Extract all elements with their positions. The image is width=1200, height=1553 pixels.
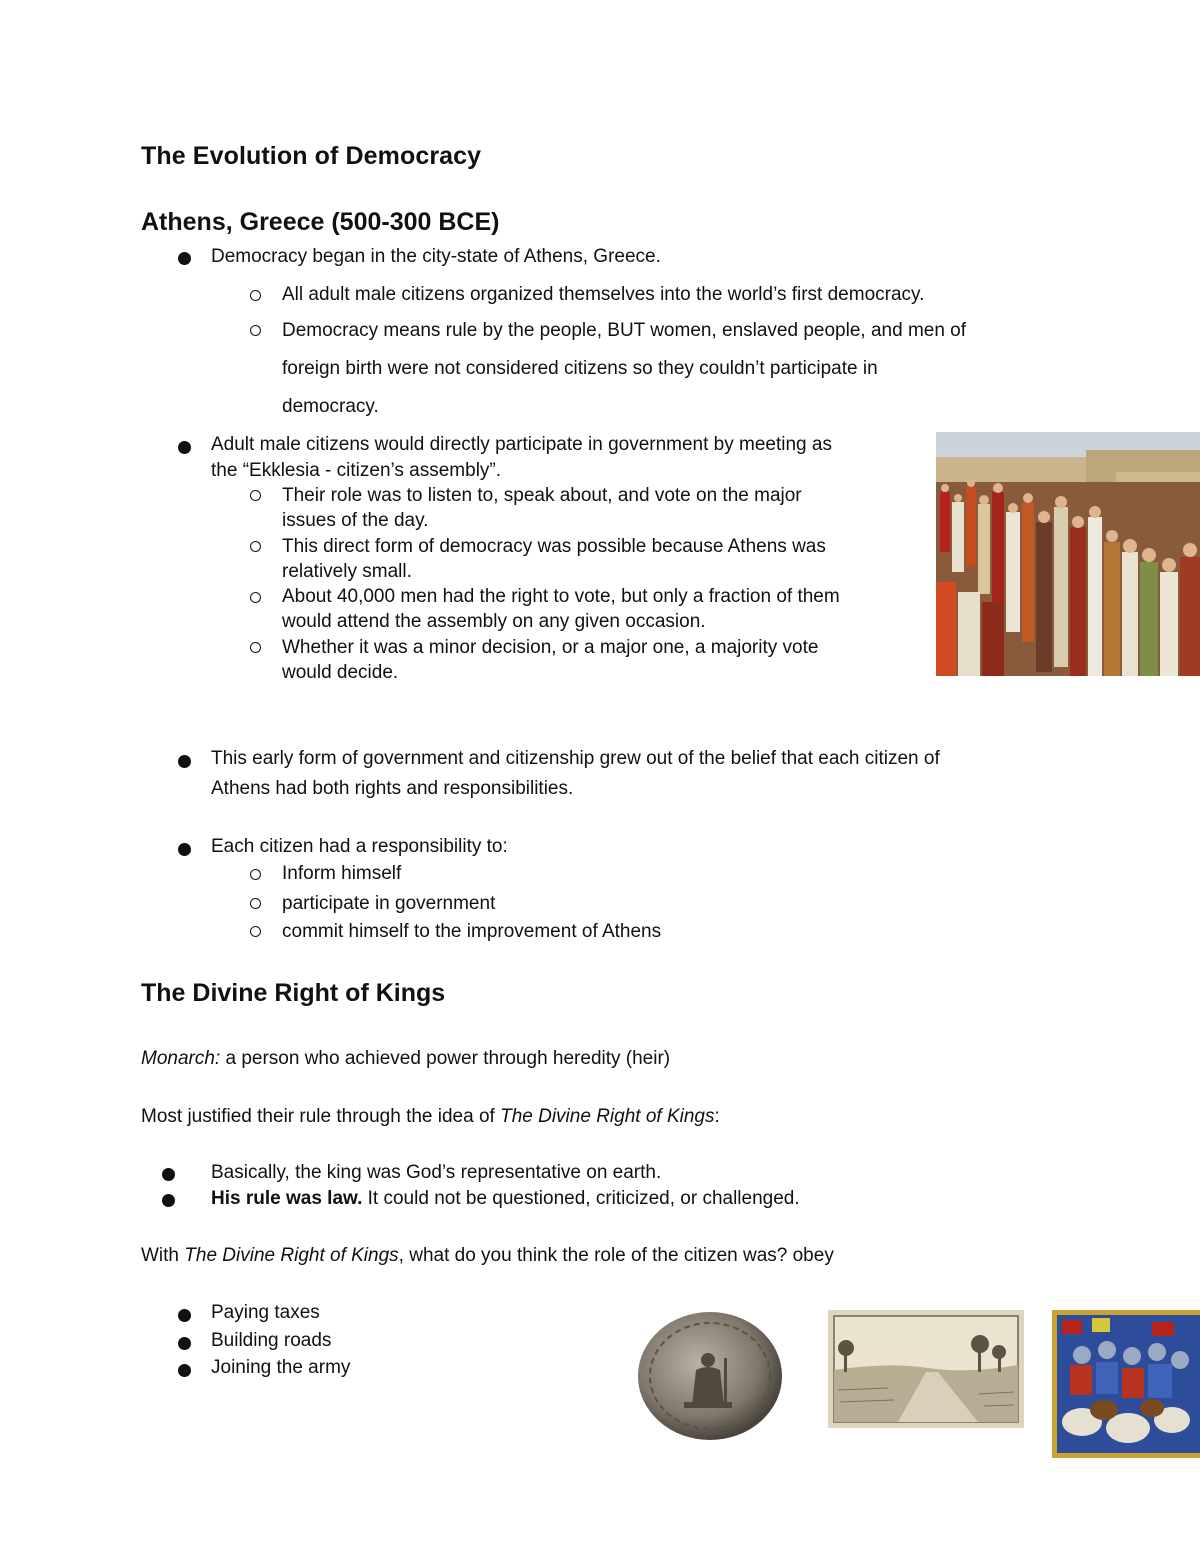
sub-bullet-circle — [250, 490, 261, 501]
list-item-continued: issues of the day. — [282, 510, 429, 531]
bullet-dot — [178, 441, 191, 454]
justified-term: The Divine Right of Kings — [500, 1106, 715, 1127]
roman-road-engraving-image — [828, 1310, 1024, 1428]
justified-colon: : — [714, 1106, 720, 1127]
section-heading-athens: Athens, Greece (500-300 BCE) — [141, 208, 500, 236]
bullet-dot — [178, 1309, 191, 1322]
list-item: About 40,000 men had the right to vote, but only a fraction of them — [282, 586, 840, 607]
monarch-definition-text: a person who achieved power through heredity (heir) — [220, 1048, 671, 1069]
sub-bullet-circle — [250, 325, 261, 336]
list-item-continued: relatively small. — [282, 561, 412, 582]
list-item: Democracy means rule by the people, BUT women, enslaved people, and men of — [282, 320, 967, 341]
bullet-dot — [162, 1168, 175, 1181]
list-item: Their role was to listen to, speak about, and vote on the major — [282, 485, 802, 506]
justified-text: Most justified their rule through the idea of — [141, 1106, 501, 1127]
medieval-army-image — [1052, 1310, 1200, 1458]
list-item: Whether it was a minor decision, or a major one, a majority vote — [282, 637, 819, 658]
list-item-continued: would decide. — [282, 662, 399, 683]
page-title: The Evolution of Democracy — [141, 142, 482, 170]
justified-sentence — [141, 1104, 720, 1129]
bullet-dot — [178, 755, 191, 768]
list-item: Basically, the king was God’s representative on earth. — [211, 1162, 662, 1183]
roman-coin-image — [636, 1310, 784, 1442]
sub-bullet-circle — [250, 642, 261, 653]
sub-bullet-circle — [250, 926, 261, 937]
rule-is-law-rest: It could not be questioned, criticized, or challenged. — [362, 1188, 800, 1209]
bullet-dot — [162, 1194, 175, 1207]
sub-bullet-circle — [250, 869, 261, 880]
list-item: Building roads — [211, 1330, 332, 1351]
list-item: participate in government — [282, 893, 496, 914]
list-item-continued: the “Ekklesia - citizen’s assembly”. — [211, 460, 502, 481]
list-item: Joining the army — [211, 1357, 351, 1378]
question-term: The Divine Right of Kings — [184, 1245, 399, 1266]
question-sentence — [141, 1243, 834, 1268]
bullet-dot — [178, 1364, 191, 1377]
list-item-continued: would attend the assembly on any given occasion. — [282, 611, 706, 632]
list-item: Inform himself — [282, 863, 402, 884]
list-item: This direct form of democracy was possible because Athens was — [282, 536, 826, 557]
bullet-dot — [178, 843, 191, 856]
athens-assembly-image — [936, 432, 1200, 676]
rule-is-law: His rule was law. — [211, 1188, 363, 1209]
list-item: Adult male citizens would directly participate in government by meeting as — [211, 434, 832, 455]
sub-bullet-circle — [250, 541, 261, 552]
bullet-dot — [178, 1337, 191, 1350]
list-item: Democracy began in the city-state of Athens, Greece. — [211, 246, 661, 267]
list-item: All adult male citizens organized themselves into the world’s first democracy. — [282, 284, 925, 305]
bullet-dot — [178, 252, 191, 265]
section-heading-divine-right: The Divine Right of Kings — [141, 979, 446, 1007]
list-item: This early form of government and citizenship grew out of the belief that each citizen of — [211, 748, 940, 769]
list-item: commit himself to the improvement of Athens — [282, 921, 662, 942]
sub-bullet-circle — [250, 290, 261, 301]
list-item-continued: Athens had both rights and responsibilities. — [211, 778, 574, 799]
list-item-continued: foreign birth were not considered citizens so they couldn’t participate in — [282, 358, 878, 379]
question-text-end: , what do you think the role of the citizen was? obey — [398, 1245, 834, 1266]
question-text: With — [141, 1245, 185, 1266]
list-item — [211, 1186, 800, 1211]
sub-bullet-circle — [250, 898, 261, 909]
list-item-continued: democracy. — [282, 396, 379, 417]
monarch-term: Monarch: — [141, 1048, 221, 1069]
list-item: Each citizen had a responsibility to: — [211, 836, 508, 857]
monarch-definition — [141, 1046, 670, 1071]
sub-bullet-circle — [250, 592, 261, 603]
list-item: Paying taxes — [211, 1302, 320, 1323]
